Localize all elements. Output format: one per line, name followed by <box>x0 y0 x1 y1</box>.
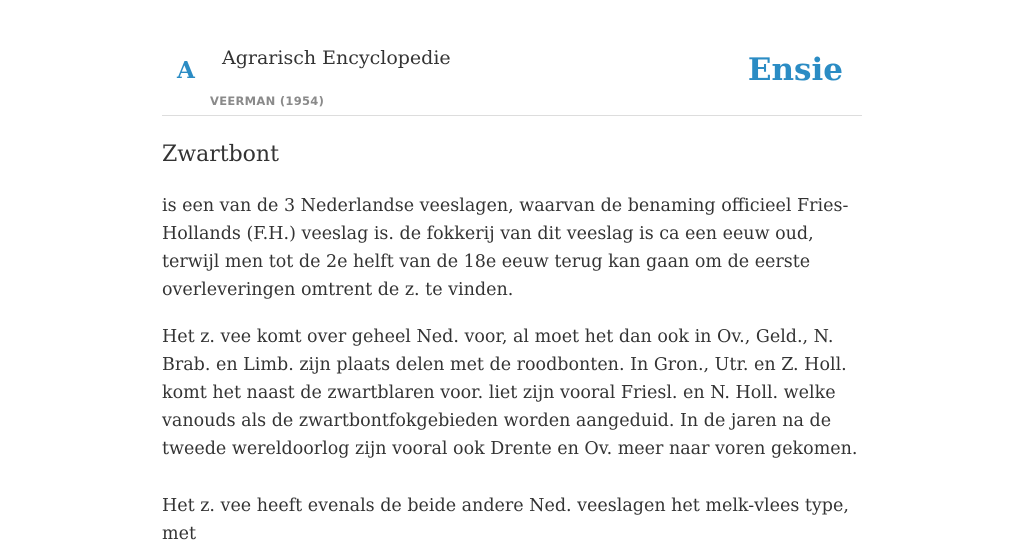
letter-index-link[interactable]: A <box>177 57 195 84</box>
paragraph-3: Het z. vee heeft evenals de beide andere Ned. veeslagen het melk-vlees type, met <box>162 496 849 544</box>
brand-logo[interactable]: Ensie <box>747 52 843 88</box>
edition-label: VEERMAN (1954) <box>210 94 325 108</box>
entry-title: Zwartbont <box>162 142 279 167</box>
entry-body <box>162 192 862 548</box>
encyclopedia-title[interactable]: Agrarisch Encyclopedie <box>222 47 451 69</box>
header-divider <box>162 115 862 116</box>
paragraph-1: is een van de 3 Nederlandse veeslagen, waarvan de benaming officieel Fries-Hollands (F.H.) veeslag is. de fokkerij van dit veeslag is ca een eeuw oud, terwijl men tot de 2e helft van de 18e eeuw terug kan gaan om de eerste overleveringen omtrent de z. te vinden. <box>162 196 849 300</box>
paragraph-2: Het z. vee komt over geheel Ned. voor, al moet het dan ook in Ov., Geld., N. Brab. en Limb. zijn plaats delen met de roodbonten. In Gron., Utr. en Z. Holl. komt het naast de zwartblaren voor. liet zijn vooral Friesl. en N. Holl. welke vanouds als de zwartbontfokgebieden worden aangeduid. In de jaren na de tweede wereldoorlog zijn vooral ook Drente en Ov. meer naar voren gekomen. <box>162 327 858 459</box>
